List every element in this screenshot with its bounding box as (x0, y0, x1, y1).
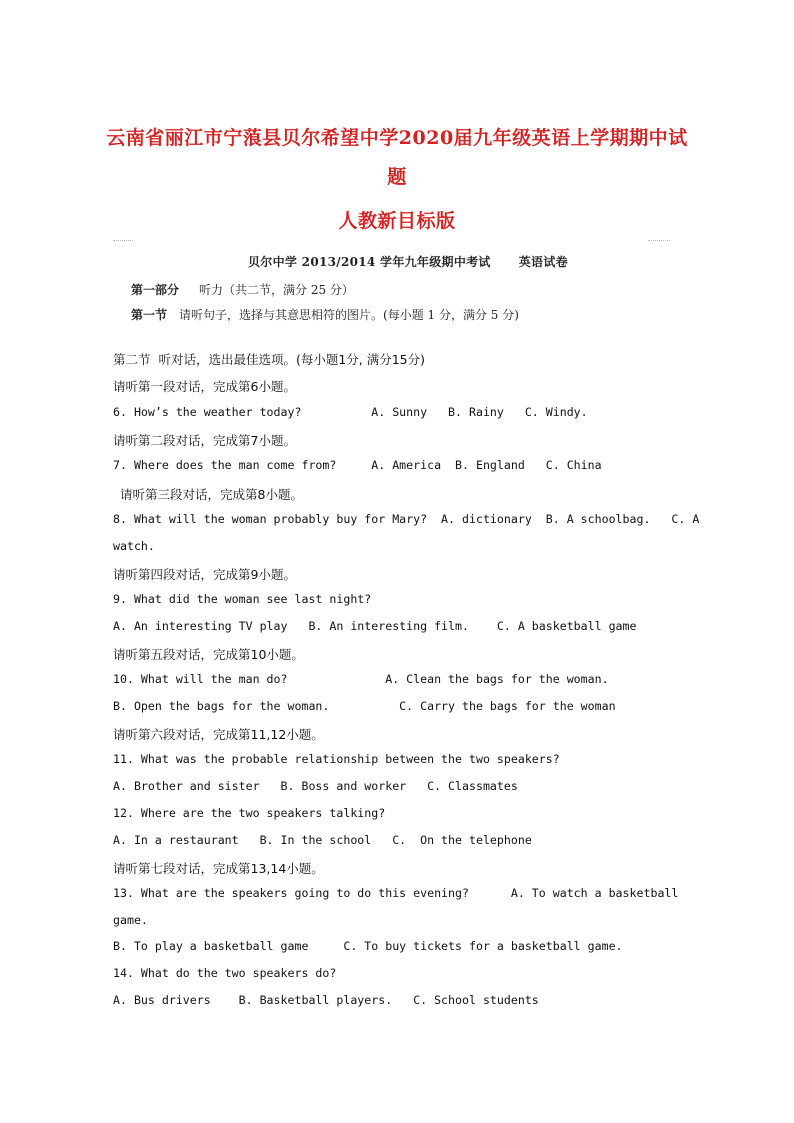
options-line: A. An interesting TV play B. An interesting film. C. A basketball game (113, 619, 637, 633)
instruction-line: 请听第三段对话，完成第8小题。 (120, 487, 303, 502)
scanned-section-text: 请听句子，选择与其意思相符的图片。(每小题 1 分，满分 5 分) (179, 308, 519, 322)
question-line: 8. What will the woman probably buy for Mary? A. dictionary B. A schoolbag. C. A (113, 512, 700, 526)
instruction-line: 请听第七段对话，完成第13,14小题。 (113, 861, 324, 876)
instruction-line: 请听第一段对话，完成第6小题。 (113, 379, 296, 394)
scanned-exam-subject: 英语试卷 (518, 255, 568, 269)
options-line: B. Open the bags for the woman. C. Carry the bags for the woman (113, 699, 616, 713)
question-line: 13. What are the speakers going to do this evening? A. To watch a basketball (113, 886, 679, 900)
scanned-part-label: 第一部分 (131, 283, 180, 297)
instruction-line: 请听第五段对话，完成第10小题。 (113, 647, 304, 662)
question-line: 11. What was the probable relationship between the two speakers? (113, 752, 560, 766)
question-line-continued: watch. (113, 539, 155, 553)
question-line: 10. What will the man do? A. Clean the bags for the woman. (113, 672, 609, 686)
options-line: A. Brother and sister B. Boss and worker C. Classmates (113, 779, 518, 793)
question-line: 14. What do the two speakers do? (113, 966, 337, 980)
divider-dots-left (113, 240, 133, 242)
document-title-line2: 题 (387, 166, 407, 188)
instruction-line: 请听第六段对话，完成第11,12小题。 (113, 727, 324, 742)
document-title-line3: 人教新目标版 (338, 210, 456, 232)
question-line: 6. How’s the weather today? A. Sunny B. Rainy C. Windy. (113, 405, 588, 419)
scanned-part-heading (131, 281, 354, 298)
scanned-section-label: 第一节 (131, 308, 168, 322)
instruction-line: 请听第二段对话，完成第7小题。 (113, 433, 296, 448)
instruction-line: 请听第四段对话，完成第9小题。 (113, 567, 296, 582)
options-line: B. To play a basketball game C. To buy tickets for a basketball game. (113, 939, 623, 953)
divider-dots-right (648, 240, 670, 242)
scanned-part-text: 听力（共二节，满分 25 分） (199, 283, 354, 297)
scanned-section-heading (131, 306, 519, 323)
scanned-exam-header (248, 253, 568, 270)
question-line: 7. Where does the man come from? A. America B. England C. China (113, 458, 602, 472)
scanned-exam-title: 贝尔中学 2013/2014 学年九年级期中考试 (248, 255, 491, 269)
question-line: 9. What did the woman see last night? (113, 592, 372, 606)
question-line-continued: game. (113, 913, 148, 927)
question-line: 12. Where are the two speakers talking? (113, 806, 386, 820)
document-title-line1: 云南省丽江市宁蒗县贝尔希望中学2020届九年级英语上学期期中试 (106, 127, 688, 149)
section-heading: 第二节 听对话，选出最佳选项。(每小题1分, 满分15分) (113, 352, 426, 367)
options-line: A. Bus drivers B. Basketball players. C. School students (113, 993, 539, 1007)
options-line: A. In a restaurant B. In the school C. On the telephone (113, 833, 532, 847)
